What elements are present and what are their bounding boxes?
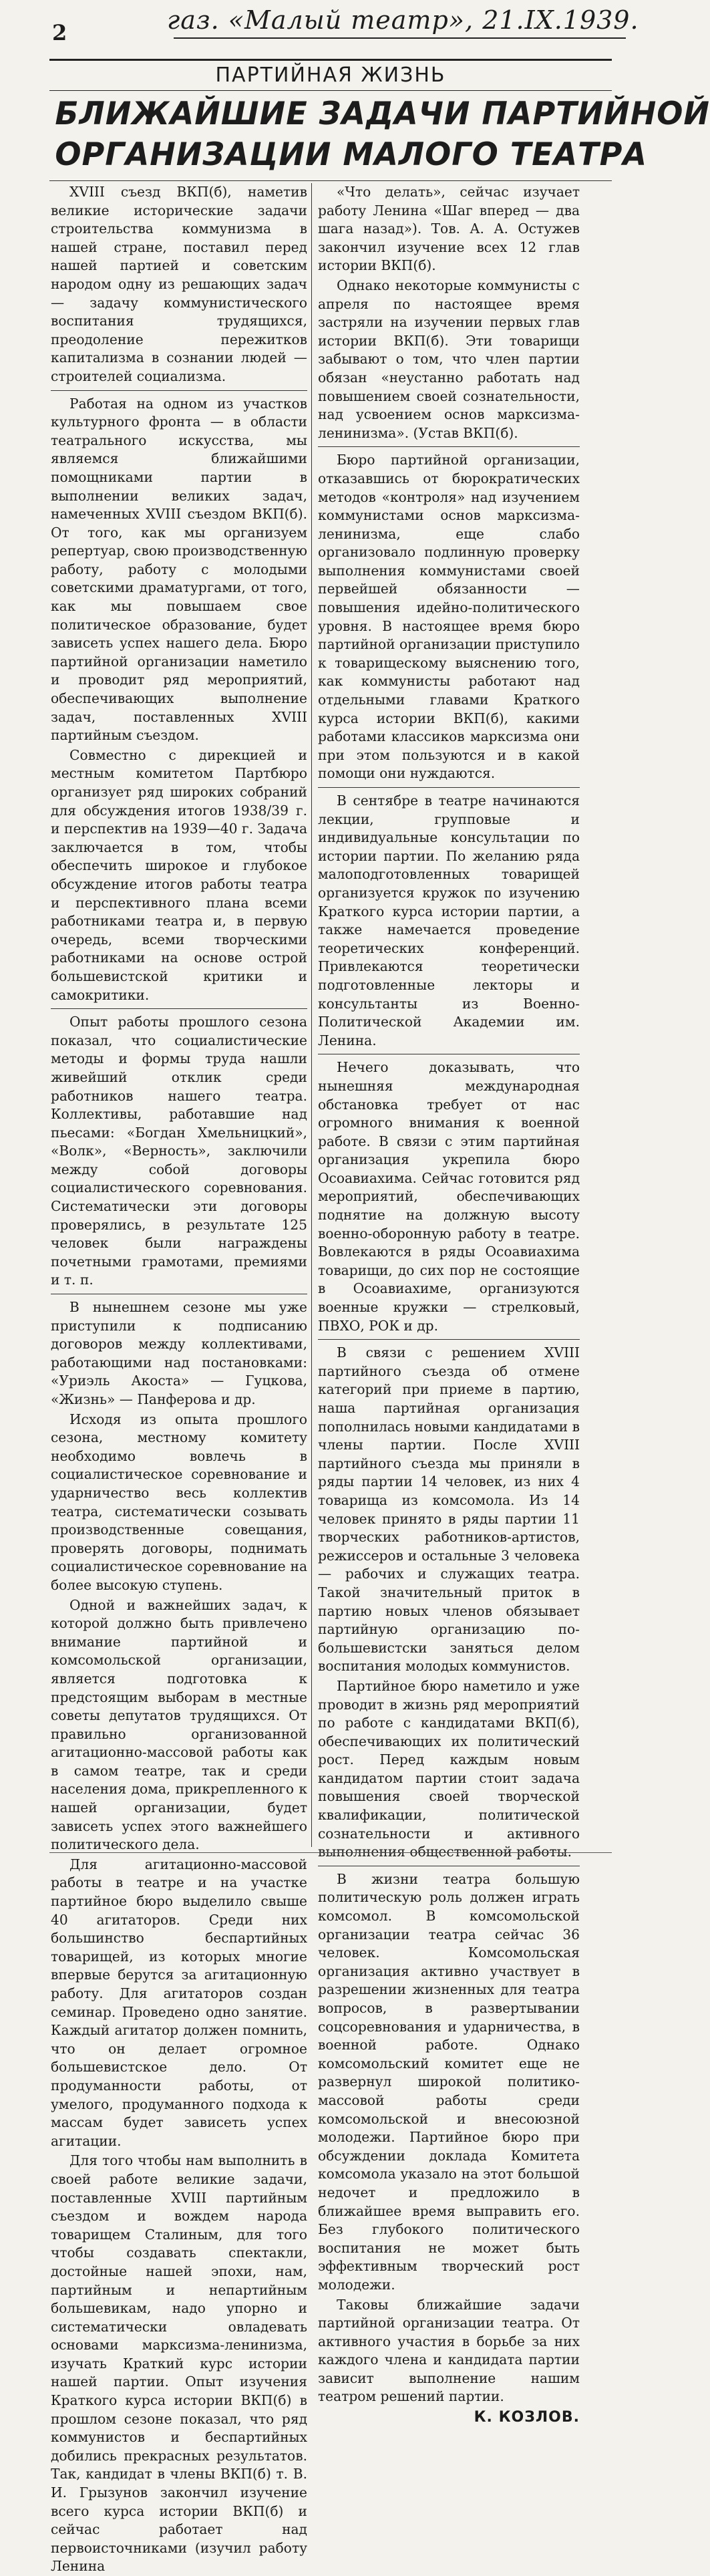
paragraph: В связи с решением XVIII партийного съезда об отмене категорий при приеме в партию, наша партийная организация пополнилась новыми кандидатами в члены партии. После XVIII партийного съезда мы приняли в ряды партии 14 человек, из них 4 товарища из комсомола. Из 14 человек принято в ряды партии 11 творческих работников-артистов, режиссеров и остальные 3 человека — рабочих и служащих театра. Такой значительный приток в партию новых членов обязывает партийную организацию по-большевистски заняться делом воспитания молодых коммунистов.	[318, 1344, 580, 1675]
handwritten-source-note: газ. «Малый театр», 21.IX.1939.	[167, 5, 639, 35]
paragraph: Опыт работы прошлого сезона показал, что социалистические методы и формы труда нашли живейший отклик среди работников нашего театра. Коллективы, работавшие над пьесами: «Богдан Хмельницкий», «Волк», «Верность», заключили между собой договоры социалистического соревнования. Систематически эти договоры проверялись, в результате 125 человек были награждены почетными грамотами, премиями и т. п.	[51, 1014, 307, 1288]
paragraph: XVIII съезд ВКП(б), наметив великие исторические задачи строительства коммунизма в нашей стране, поставил перед нашей партией и советским народом одну из решающих задач — задачу коммунистического воспитания трудящихся, преодоление пережитков капитализма в сознании людей — строителей социализма.	[51, 184, 307, 384]
paragraph-divider	[318, 1339, 580, 1340]
paragraph: Таковы ближайшие задачи партийной организации театра. От активного участия в борьбе за них каждого члена и кандидата партии зависит выполнение нашим театром решений партии.	[318, 2296, 580, 2405]
paragraph: Бюро партийной организации, отказавшись от бюрократических методов «контроля» над изучением коммунистами основ марксизма-ленинизма, еще слабо организовало подлинную проверку выполнения коммунистами своей первейшей обязанности — повышения идейно-политического уровня. В настоящее время бюро партийной организации приступило к товарищескому выяснению того, как коммунисты работают над отдельными главами Краткого курса истории ВКП(б), какими работами классиков марксизма они при этом пользуются и в какой помощи они нуждаются.	[318, 452, 580, 782]
paragraph: Совместно с дирекцией и местным комитетом Партбюро организует ряд широких собраний для обсуждения итогов 1938/39 г. и перспектив на 1939—40 г. Задача заключается в том, чтобы обеспечить широкое и глубокое обсуждение итогов работы театра и перспективного плана всеми работниками театра и, в первую очередь, всеми творческими работниками на основе острой большевистской критики и самокритики.	[51, 746, 307, 1003]
column-divider	[311, 183, 312, 1847]
section-title: ПАРТИЙНАЯ ЖИЗНЬ	[215, 63, 446, 87]
article-column-right	[318, 183, 580, 2426]
article-column-left	[51, 183, 307, 2575]
paragraph: В нынешнем сезоне мы уже приступили к подписанию договоров между коллективами, работающими над постановками: «Уриэль Акоста» — Гуцкова, «Жизнь» — Панферова и др.	[51, 1299, 307, 1407]
paragraph: Для агитационно-массовой работы в театре и на участке партийное бюро выделило свыше 40 агитаторов. Среди них большинство беспартийных товарищей, из которых многие впервые берутся за агитационную работу. Для агитаторов создан семинар. Проведено одно занятие. Каждый агитатор должен помнить, что он делает огромное большевистское дело. От продуманности работы, от умелого, продуманного подхода к массам будет зависеть успех агитации.	[51, 1856, 307, 2149]
headline-rule	[49, 180, 612, 181]
section-header	[49, 59, 612, 91]
paragraph: В сентябре в театре начинаются лекции, групповые и индивидуальные консультации по истории партии. По желанию ряда малоподготовленных товарищей организуется кружок по изучению Краткого курса истории партии, а также намечается проведение теоретических конференций. Привлекаются теоретически подготовленные лекторы и консультанты из Военно-Политической Академии им. Ленина.	[318, 793, 580, 1048]
article-end-rule	[49, 1852, 612, 1853]
paragraph: Одной и важнейших задач, к которой должно быть привлечено внимание партийной и комсомольской организации, является подготовка к предстоящим выборам в местные советы депутатов трудящихся. От правильно организованной агитационно-массовой работы как в самом театре, так и среди населения дома, прикрепленного к нашей организации, будет зависеть успех этого важнейшего политического дела.	[51, 1596, 307, 1853]
article-headline	[55, 94, 710, 175]
author-signature: К. КОЗЛОВ.	[474, 2409, 580, 2426]
paragraph: В жизни театра большую политическую роль должен играть комсомол. В комсомольской организации театра сейчас 36 человек. Комсомольская организация активно участвует в разрешении жизненных для театра вопросов, в развертывании соцсоревнования и ударничества, в военной работе. Однако комсомольский комитет еще не развернул широкой политико-массовой работы среди комсомольской и внесоюзной молодежи. Партийное бюро при обсуждении доклада Комитета комсомола указало на этот большой недочет и предложило в ближайшее время выправить его. Без глубокого политического воспитания не может быть эффективным творческий рост молодежи.	[318, 1870, 580, 2293]
paragraph: «Что делать», сейчас изучает работу Ленина «Шаг вперед — два шага назад»). Тов. А. А. Остужев закончил изучение всех 12 глав истории ВКП(б).	[318, 184, 580, 274]
headline-line-1: БЛИЖАЙШИЕ ЗАДАЧИ ПАРТИЙНОЙ	[55, 96, 710, 132]
paragraph-divider	[318, 787, 580, 788]
headline-line-2: ОРГАНИЗАЦИИ МАЛОГО ТЕАТРА	[55, 136, 647, 173]
paragraph-divider	[51, 1008, 307, 1009]
page-number: 2	[52, 20, 67, 45]
paragraph: Нечего доказывать, что нынешняя международная обстановка требует от нас огромного внимания к военной работе. В связи с этим партийная организация укрепила бюро Осоавиахима. Сейчас готовится ряд мероприятий, обеспечивающих поднятие на должную высоту военно-оборонную работу в театре. Вовлекаются в ряды Осоавиахима товарищи, до сих пор не состоящие в Осоавиахиме, организуются военные кружки — стрелковый, ПВХО, РОК и др.	[318, 1059, 580, 1334]
paragraph: Однако некоторые коммунисты с апреля по настоящее время застряли на изучении первых глав истории ВКП(б). Эти товарищи забывают о том, что член партии обязан «неустанно работать над повышением своей сознательности, над усвоением основ марксизма-ленинизма». (Устав ВКП(б).	[318, 277, 580, 441]
paragraph: Для того чтобы нам выполнить в своей работе великие задачи, поставленные XVIII партийным съездом и вождем народа товарищем Сталиным, для того чтобы создавать спектакли, достойные нашей эпохи, нам, партийным и непартийным большевикам, надо упорно и систематически овладевать основами марксизма-ленинизма, изучать Краткий курс истории нашей партии. Опыт изучения Краткого курса истории ВКП(б) в прошлом сезоне показал, что ряд коммунистов и беспартийных добились прекрасных результатов. Так, кандидат в члены ВКП(б) т. В. И. Грызунов закончил изучение всего курса истории ВКП(б) и сейчас работает над первоисточниками (изучил работу Ленина	[51, 2152, 307, 2575]
paragraph-divider	[51, 390, 307, 391]
paragraph: Работая на одном из участков культурного фронта — в области театрального искусства, мы являемся ближайшими помощниками партии в выполнении великих задач, намеченных XVIII съездом ВКП(б). От того, как мы организуем репертуар, свою производственную работу, работу с молодыми советскими драматургами, от того, как мы повышаем свое политическое образование, будет зависеть успех нашего дела. Бюро партийной организации наметило и проводит ряд мероприятий, обеспечивающих выполнение задач, поставленных XVIII партийным съездом.	[51, 395, 307, 744]
paragraph: Партийное бюро наметило и уже проводит в жизнь ряд мероприятий по работе с кандидатами ВКП(б), обеспечивающих их политический рост. Перед каждым новым кандидатом партии стоит задача повышения своей творческой квалификации, политической сознательности и активного выполнения общественной работы.	[318, 1677, 580, 1860]
paragraph-divider	[318, 446, 580, 447]
paragraph: Исходя из опыта прошлого сезона, местному комитету необходимо вовлечь в социалистическое соревнование и ударничество весь коллектив театра, систематически созывать производственные совещания, проверять договоры, поднимать социалистическое соревнование на более высокую ступень.	[51, 1411, 307, 1593]
